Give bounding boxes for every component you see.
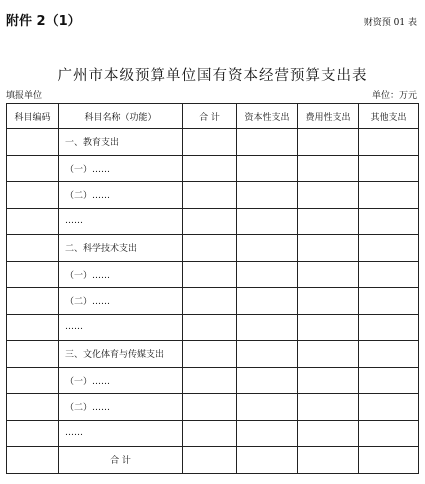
total-other-cell <box>359 447 419 474</box>
subject-name-cell: （一）…… <box>59 367 183 394</box>
total-sum-cell <box>183 447 237 474</box>
total-expense-cell <box>298 447 359 474</box>
expense-expenditure-cell <box>298 235 359 262</box>
total-row <box>7 447 419 474</box>
other-expenditure-cell <box>359 420 419 447</box>
other-expenditure-cell <box>359 261 419 288</box>
total-cell <box>183 288 237 315</box>
table-row <box>7 314 419 341</box>
capital-expenditure-cell <box>237 182 298 209</box>
code-cell <box>7 367 59 394</box>
capital-expenditure-cell <box>237 155 298 182</box>
total-cell <box>183 129 237 156</box>
table-row <box>7 394 419 421</box>
table-row <box>7 341 419 368</box>
capital-expenditure-cell <box>237 367 298 394</box>
table-row <box>7 235 419 262</box>
other-expenditure-cell <box>359 367 419 394</box>
other-expenditure-cell <box>359 182 419 209</box>
code-cell <box>7 261 59 288</box>
unit-label: 单位：万元 <box>371 91 417 101</box>
total-cell <box>183 420 237 447</box>
column-header-other: 其他支出 <box>359 104 419 129</box>
column-header-name: 科目名称（功能） <box>59 104 183 129</box>
expense-expenditure-cell <box>298 261 359 288</box>
total-cell <box>183 235 237 262</box>
total-cell <box>183 208 237 235</box>
capital-expenditure-cell <box>237 129 298 156</box>
expense-expenditure-cell <box>298 420 359 447</box>
other-expenditure-cell <box>359 208 419 235</box>
expense-expenditure-cell <box>298 155 359 182</box>
total-cell <box>183 394 237 421</box>
total-cell <box>183 314 237 341</box>
other-expenditure-cell <box>359 288 419 315</box>
column-header-code: 科目编码 <box>7 104 59 129</box>
code-cell <box>7 420 59 447</box>
table-header-row <box>7 104 419 129</box>
total-label: 合 计 <box>59 447 183 474</box>
subject-name-cell: （二）…… <box>59 288 183 315</box>
capital-expenditure-cell <box>237 235 298 262</box>
subject-name-cell: …… <box>59 420 183 447</box>
other-expenditure-cell <box>359 235 419 262</box>
expense-expenditure-cell <box>298 129 359 156</box>
table-row <box>7 208 419 235</box>
subject-name-cell: 二、科学技术支出 <box>59 235 183 262</box>
reporting-unit-label: 填报单位 <box>6 91 43 101</box>
table-row <box>7 367 419 394</box>
other-expenditure-cell <box>359 129 419 156</box>
expense-expenditure-cell <box>298 208 359 235</box>
other-expenditure-cell <box>359 341 419 368</box>
total-cell <box>183 367 237 394</box>
total-cell <box>183 182 237 209</box>
other-expenditure-cell <box>359 314 419 341</box>
column-header-capital: 资本性支出 <box>237 104 298 129</box>
expenditure-table <box>6 103 419 474</box>
subject-name-cell: …… <box>59 314 183 341</box>
capital-expenditure-cell <box>237 261 298 288</box>
total-cell <box>183 341 237 368</box>
table-row <box>7 155 419 182</box>
other-expenditure-cell <box>359 155 419 182</box>
table-row <box>7 288 419 315</box>
form-number: 财资预 01 表 <box>363 18 417 28</box>
total-capital-cell <box>237 447 298 474</box>
expense-expenditure-cell <box>298 288 359 315</box>
capital-expenditure-cell <box>237 341 298 368</box>
column-header-total: 合 计 <box>183 104 237 129</box>
subject-name-cell: 一、教育支出 <box>59 129 183 156</box>
total-cell <box>183 155 237 182</box>
code-cell <box>7 182 59 209</box>
expense-expenditure-cell <box>298 314 359 341</box>
total-code-cell <box>7 447 59 474</box>
expense-expenditure-cell <box>298 182 359 209</box>
expense-expenditure-cell <box>298 341 359 368</box>
table-row <box>7 261 419 288</box>
table-row <box>7 182 419 209</box>
expense-expenditure-cell <box>298 367 359 394</box>
column-header-expense: 费用性支出 <box>298 104 359 129</box>
capital-expenditure-cell <box>237 420 298 447</box>
expense-expenditure-cell <box>298 394 359 421</box>
attachment-label: 附件 2（1） <box>6 14 81 29</box>
code-cell <box>7 394 59 421</box>
capital-expenditure-cell <box>237 208 298 235</box>
code-cell <box>7 155 59 182</box>
code-cell <box>7 314 59 341</box>
capital-expenditure-cell <box>237 394 298 421</box>
code-cell <box>7 129 59 156</box>
table-row <box>7 420 419 447</box>
capital-expenditure-cell <box>237 288 298 315</box>
code-cell <box>7 235 59 262</box>
subject-name-cell: …… <box>59 208 183 235</box>
total-cell <box>183 261 237 288</box>
code-cell <box>7 288 59 315</box>
subject-name-cell: （二）…… <box>59 182 183 209</box>
subject-name-cell: 三、文化体育与传媒支出 <box>59 341 183 368</box>
code-cell <box>7 208 59 235</box>
table-row <box>7 129 419 156</box>
code-cell <box>7 341 59 368</box>
capital-expenditure-cell <box>237 314 298 341</box>
other-expenditure-cell <box>359 394 419 421</box>
subject-name-cell: （二）…… <box>59 394 183 421</box>
subject-name-cell: （一）…… <box>59 261 183 288</box>
page-title: 广州市本级预算单位国有资本经营预算支出表 <box>57 68 368 84</box>
subject-name-cell: （一）…… <box>59 155 183 182</box>
